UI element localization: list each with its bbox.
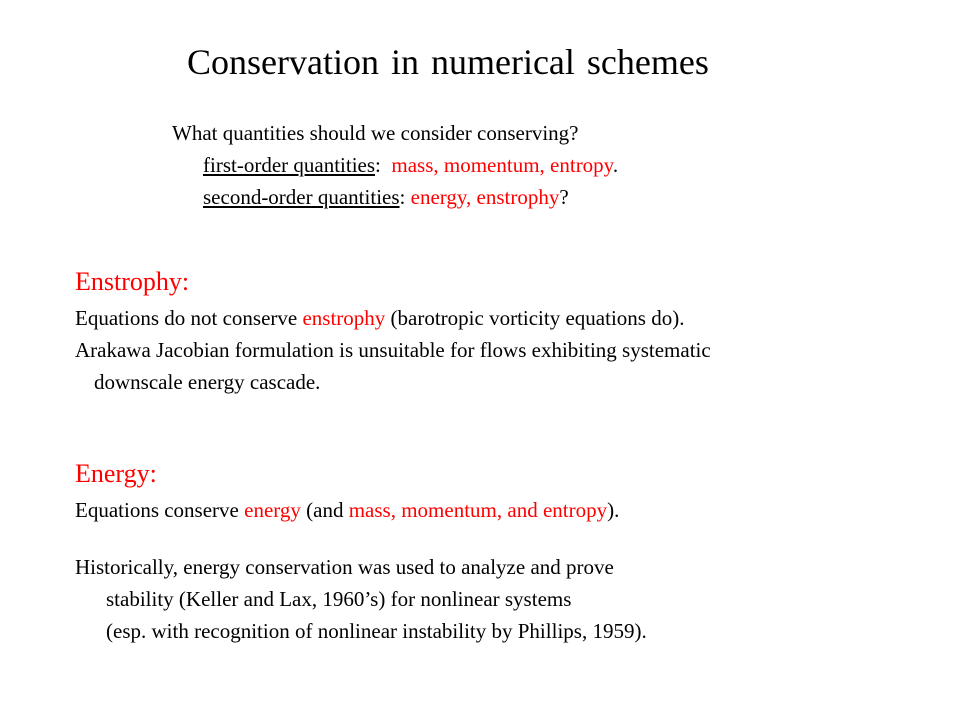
energy-line-1-mid: (and — [300, 498, 349, 522]
energy-line-1-pre: Equations conserve — [75, 498, 245, 522]
slide-title: Conservation in numerical schemes — [187, 42, 709, 82]
first-order-label: first-order quantities — [203, 153, 376, 177]
second-order-end: ? — [559, 185, 569, 209]
history-line-1: Historically, energy conservation was used to analyze and prove — [75, 555, 614, 579]
enstrophy-line-3: downscale energy cascade. — [94, 370, 321, 394]
first-order-end: . — [612, 153, 619, 177]
first-order-line — [203, 152, 618, 178]
energy-line-1-highlight-2: mass, momentum, and entropy — [348, 498, 608, 522]
enstrophy-line-1-pre: Equations do not conserve — [75, 306, 303, 330]
energy-line-1-post: ). — [607, 498, 620, 522]
enstrophy-line-1-highlight: enstrophy — [302, 306, 386, 330]
second-order-values: energy, enstrophy — [410, 185, 560, 209]
questions-heading: What quantities should we consider conserving? — [172, 121, 579, 145]
enstrophy-heading: Enstrophy: — [75, 267, 190, 296]
second-order-separator: : — [399, 185, 411, 209]
enstrophy-line-1-post: (barotropic vorticity equations do). — [385, 306, 685, 330]
history-line-3: (esp. with recognition of nonlinear instability by Phillips, 1959). — [106, 619, 647, 643]
history-line-2: stability (Keller and Lax, 1960’s) for nonlinear systems — [106, 587, 572, 611]
energy-line-1-highlight-1: energy — [244, 498, 301, 522]
enstrophy-line-1 — [75, 305, 684, 331]
second-order-line — [203, 184, 569, 210]
enstrophy-line-2: Arakawa Jacobian formulation is unsuitable for flows exhibiting systematic — [75, 338, 711, 362]
first-order-separator: : — [375, 153, 392, 177]
energy-line-1 — [75, 497, 619, 523]
energy-heading: Energy: — [75, 459, 157, 488]
second-order-label: second-order quantities — [203, 185, 400, 209]
first-order-values: mass, momentum, entropy — [391, 153, 613, 177]
